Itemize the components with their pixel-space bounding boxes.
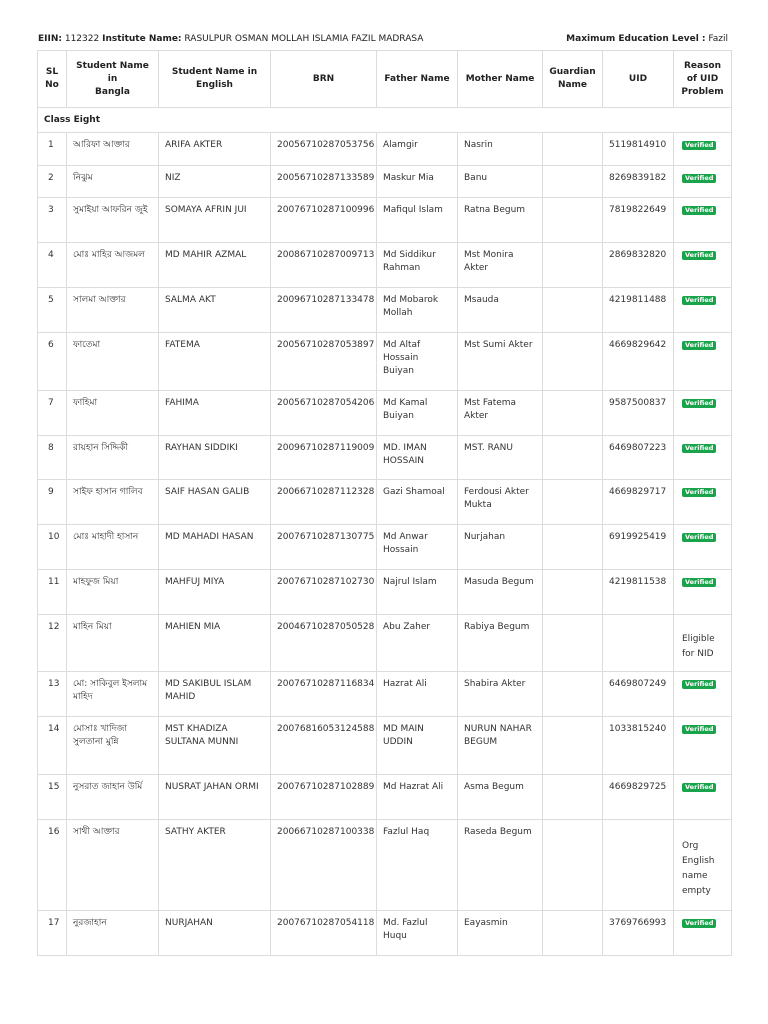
- col-name-bangla: [67, 51, 159, 108]
- cell-uid: 6469807249: [603, 672, 674, 717]
- cell-brn: 20076710287102889: [271, 775, 377, 820]
- cell-reason: [674, 391, 732, 436]
- cell-mother: Nasrin: [458, 133, 543, 166]
- cell-uid: 4669829725: [603, 775, 674, 820]
- cell-sl: 17: [38, 911, 67, 956]
- cell-uid: 9587500837: [603, 391, 674, 436]
- cell-name-bangla: ফাহিমা: [67, 391, 159, 436]
- cell-brn: 20056710287133589: [271, 166, 377, 198]
- col-sl: [38, 51, 67, 108]
- cell-uid: 4219811488: [603, 288, 674, 333]
- cell-uid: [603, 820, 674, 911]
- cell-name-english: MAHIEN MIA: [159, 615, 271, 672]
- col-brn: [271, 51, 377, 108]
- cell-sl: 9: [38, 480, 67, 525]
- verified-badge: Verified: [682, 444, 716, 453]
- cell-mother: Ratna Begum: [458, 198, 543, 243]
- cell-brn: 20066710287112328: [271, 480, 377, 525]
- verified-badge: Verified: [682, 919, 716, 928]
- cell-name-english: ARIFA AKTER: [159, 133, 271, 166]
- cell-guardian: [543, 911, 603, 956]
- cell-brn: 20056710287053756: [271, 133, 377, 166]
- col-uid: [603, 51, 674, 108]
- cell-mother: Mst Fatema Akter: [458, 391, 543, 436]
- header-label: BRN: [312, 73, 335, 84]
- cell-guardian: [543, 243, 603, 288]
- cell-reason: [674, 525, 732, 570]
- cell-mother: Mst Sumi Akter: [458, 333, 543, 391]
- cell-uid: 6919925419: [603, 525, 674, 570]
- cell-uid: 2869832820: [603, 243, 674, 288]
- cell-mother: Masuda Begum: [458, 570, 543, 615]
- header-label: Student Name in Bangla: [76, 60, 149, 97]
- cell-father: Md. Fazlul Huqu: [377, 911, 458, 956]
- cell-mother: Nurjahan: [458, 525, 543, 570]
- cell-name-english: SATHY AKTER: [159, 820, 271, 911]
- cell-mother: Asma Begum: [458, 775, 543, 820]
- col-mother: [458, 51, 543, 108]
- cell-father: Maskur Mia: [377, 166, 458, 198]
- header-label: Father Name: [384, 73, 450, 84]
- cell-sl: 5: [38, 288, 67, 333]
- cell-name-english: NUSRAT JAHAN ORMI: [159, 775, 271, 820]
- cell-sl: 15: [38, 775, 67, 820]
- cell-name-bangla: সালমা আক্তার: [67, 288, 159, 333]
- table-row: [38, 820, 732, 911]
- table-row: [38, 911, 732, 956]
- cell-reason: [674, 615, 732, 672]
- cell-brn: 20086710287009713: [271, 243, 377, 288]
- cell-uid: 8269839182: [603, 166, 674, 198]
- verified-badge: Verified: [682, 399, 716, 408]
- cell-name-bangla: মাহিন মিয়া: [67, 615, 159, 672]
- cell-father: Alamgir: [377, 133, 458, 166]
- cell-brn: 20076710287054118: [271, 911, 377, 956]
- reason-text: Eligible for NID: [682, 634, 715, 659]
- table-row: [38, 243, 732, 288]
- cell-name-english: SOMAYA AFRIN JUI: [159, 198, 271, 243]
- col-guardian: [543, 51, 603, 108]
- verified-badge: Verified: [682, 725, 716, 734]
- cell-reason: [674, 198, 732, 243]
- cell-father: MD. IMAN HOSSAIN: [377, 436, 458, 480]
- cell-reason: [674, 775, 732, 820]
- header-label: Guardian Name: [549, 67, 596, 90]
- cell-father: Md Hazrat Ali: [377, 775, 458, 820]
- cell-sl: 2: [38, 166, 67, 198]
- cell-guardian: [543, 288, 603, 333]
- cell-guardian: [543, 166, 603, 198]
- table-row: [38, 436, 732, 480]
- institute-info: [38, 34, 423, 44]
- cell-name-english: FATEMA: [159, 333, 271, 391]
- cell-name-bangla: নুসরাত জাহান উর্মি: [67, 775, 159, 820]
- table-row: [38, 480, 732, 525]
- cell-mother: Ferdousi Akter Mukta: [458, 480, 543, 525]
- cell-father: Abu Zaher: [377, 615, 458, 672]
- cell-father: Hazrat Ali: [377, 672, 458, 717]
- student-table: [37, 50, 732, 956]
- cell-brn: 20076710287102730: [271, 570, 377, 615]
- cell-mother: Raseda Begum: [458, 820, 543, 911]
- cell-reason: [674, 480, 732, 525]
- cell-name-english: SALMA AKT: [159, 288, 271, 333]
- cell-guardian: [543, 391, 603, 436]
- cell-sl: 12: [38, 615, 67, 672]
- header-label: Student Name in English: [171, 67, 258, 90]
- cell-mother: Banu: [458, 166, 543, 198]
- verified-badge: Verified: [682, 680, 716, 689]
- cell-uid: 4219811538: [603, 570, 674, 615]
- table-row: [38, 672, 732, 717]
- section-row: [38, 108, 732, 133]
- cell-name-bangla: সুমাইয়া আফরিন জুই: [67, 198, 159, 243]
- cell-name-bangla: মোসাঃ খাদিজা সুলতানা মুন্নি: [67, 717, 159, 775]
- cell-father: Md Kamal Buiyan: [377, 391, 458, 436]
- cell-reason: [674, 570, 732, 615]
- cell-name-bangla: নুরজাহান: [67, 911, 159, 956]
- table-row: [38, 525, 732, 570]
- verified-badge: Verified: [682, 251, 716, 260]
- col-reason: [674, 51, 732, 108]
- cell-mother: Shabira Akter: [458, 672, 543, 717]
- cell-reason: [674, 333, 732, 391]
- verified-badge: Verified: [682, 783, 716, 792]
- cell-sl: 14: [38, 717, 67, 775]
- cell-sl: 10: [38, 525, 67, 570]
- cell-guardian: [543, 672, 603, 717]
- cell-uid: 1033815240: [603, 717, 674, 775]
- cell-name-bangla: সাইফ হাসান গালিব: [67, 480, 159, 525]
- cell-name-english: NURJAHAN: [159, 911, 271, 956]
- cell-name-english: MD MAHADI HASAN: [159, 525, 271, 570]
- table-row: [38, 198, 732, 243]
- cell-mother: NURUN NAHAR BEGUM: [458, 717, 543, 775]
- cell-mother: MST. RANU: [458, 436, 543, 480]
- verified-badge: Verified: [682, 296, 716, 305]
- cell-sl: 3: [38, 198, 67, 243]
- cell-sl: 4: [38, 243, 67, 288]
- verified-badge: Verified: [682, 578, 716, 587]
- cell-brn: 20066710287100338: [271, 820, 377, 911]
- cell-mother: Rabiya Begum: [458, 615, 543, 672]
- cell-uid: 6469807223: [603, 436, 674, 480]
- cell-guardian: [543, 820, 603, 911]
- table-row: [38, 391, 732, 436]
- verified-badge: Verified: [682, 141, 716, 150]
- cell-brn: 20076710287130775: [271, 525, 377, 570]
- verified-badge: Verified: [682, 341, 716, 350]
- table-row: [38, 333, 732, 391]
- cell-brn: 20056710287053897: [271, 333, 377, 391]
- institute-value: RASULPUR OSMAN MOLLAH ISLAMIA FAZIL MADRASA: [184, 34, 424, 44]
- cell-father: Md Altaf Hossain Buiyan: [377, 333, 458, 391]
- cell-reason: [674, 133, 732, 166]
- reason-text: Org English name empty: [682, 841, 715, 896]
- cell-guardian: [543, 570, 603, 615]
- cell-name-bangla: রায়হান সিদ্দিকী: [67, 436, 159, 480]
- verified-badge: Verified: [682, 533, 716, 542]
- table-header-row: [38, 51, 732, 108]
- cell-guardian: [543, 717, 603, 775]
- cell-brn: 20076710287116834: [271, 672, 377, 717]
- cell-name-english: SAIF HASAN GALIB: [159, 480, 271, 525]
- cell-mother: Msauda: [458, 288, 543, 333]
- cell-name-bangla: আরিফা আক্তার: [67, 133, 159, 166]
- cell-guardian: [543, 775, 603, 820]
- cell-uid: 5119814910: [603, 133, 674, 166]
- cell-name-bangla: মো: সাকিবুল ইসলাম মাহিদ: [67, 672, 159, 717]
- cell-guardian: [543, 333, 603, 391]
- col-father: [377, 51, 458, 108]
- verified-badge: Verified: [682, 488, 716, 497]
- cell-sl: 11: [38, 570, 67, 615]
- cell-guardian: [543, 198, 603, 243]
- cell-father: Md Anwar Hossain: [377, 525, 458, 570]
- cell-reason: [674, 672, 732, 717]
- cell-reason: [674, 166, 732, 198]
- cell-reason: [674, 820, 732, 911]
- cell-name-english: MD SAKIBUL ISLAM MAHID: [159, 672, 271, 717]
- table-row: [38, 775, 732, 820]
- cell-uid: 4669829642: [603, 333, 674, 391]
- cell-father: Najrul Islam: [377, 570, 458, 615]
- cell-brn: 20046710287050528: [271, 615, 377, 672]
- cell-name-bangla: মোঃ মাহির আজমল: [67, 243, 159, 288]
- institute-label: Institute Name:: [102, 34, 182, 44]
- cell-mother: Eayasmin: [458, 911, 543, 956]
- cell-name-bangla: সাথী আক্তার: [67, 820, 159, 911]
- table-row: [38, 166, 732, 198]
- cell-name-bangla: মোঃ মাহাদী হাসান: [67, 525, 159, 570]
- table-row: [38, 717, 732, 775]
- cell-reason: [674, 288, 732, 333]
- cell-guardian: [543, 133, 603, 166]
- cell-guardian: [543, 525, 603, 570]
- cell-name-english: MST KHADIZA SULTANA MUNNI: [159, 717, 271, 775]
- cell-reason: [674, 436, 732, 480]
- eiin-value: 112322: [64, 34, 100, 44]
- cell-sl: 6: [38, 333, 67, 391]
- cell-uid: 7819822649: [603, 198, 674, 243]
- cell-father: Md Mobarok Mollah: [377, 288, 458, 333]
- cell-uid: 4669829717: [603, 480, 674, 525]
- cell-reason: [674, 911, 732, 956]
- cell-uid: [603, 615, 674, 672]
- cell-reason: [674, 717, 732, 775]
- verified-badge: Verified: [682, 174, 716, 183]
- header-label: Reason of UID Problem: [681, 60, 724, 97]
- cell-father: Gazi Shamoal: [377, 480, 458, 525]
- cell-guardian: [543, 436, 603, 480]
- level-value: Fazil: [708, 34, 728, 44]
- table-row: [38, 288, 732, 333]
- cell-mother: Mst Monira Akter: [458, 243, 543, 288]
- cell-sl: 8: [38, 436, 67, 480]
- header-label: UID: [628, 73, 648, 84]
- level-label: Maximum Education Level :: [566, 34, 706, 44]
- cell-reason: [674, 243, 732, 288]
- cell-brn: 20076710287100996: [271, 198, 377, 243]
- cell-sl: 16: [38, 820, 67, 911]
- cell-name-english: NIZ: [159, 166, 271, 198]
- table-row: [38, 615, 732, 672]
- cell-sl: 13: [38, 672, 67, 717]
- cell-father: Md Siddikur Rahman: [377, 243, 458, 288]
- cell-name-english: FAHIMA: [159, 391, 271, 436]
- cell-name-bangla: নিঝুম: [67, 166, 159, 198]
- cell-father: Fazlul Haq: [377, 820, 458, 911]
- cell-sl: 1: [38, 133, 67, 166]
- cell-sl: 7: [38, 391, 67, 436]
- cell-guardian: [543, 480, 603, 525]
- cell-name-bangla: ফাতেমা: [67, 333, 159, 391]
- header-label: Mother Name: [465, 73, 535, 84]
- header-label: SL No: [45, 67, 59, 90]
- section-label: Class Eight: [38, 108, 732, 133]
- table-row: [38, 133, 732, 166]
- eiin-label: EIIN:: [38, 34, 62, 44]
- cell-guardian: [543, 615, 603, 672]
- education-level: [566, 34, 728, 44]
- cell-name-bangla: মাহফুজ মিয়া: [67, 570, 159, 615]
- institute-header: [38, 34, 728, 44]
- cell-brn: 20076816053124588: [271, 717, 377, 775]
- cell-uid: 3769766993: [603, 911, 674, 956]
- cell-father: Mafiqul Islam: [377, 198, 458, 243]
- cell-name-english: MAHFUJ MIYA: [159, 570, 271, 615]
- cell-brn: 20096710287119009: [271, 436, 377, 480]
- cell-brn: 20096710287133478: [271, 288, 377, 333]
- cell-name-english: RAYHAN SIDDIKI: [159, 436, 271, 480]
- cell-father: MD MAIN UDDIN: [377, 717, 458, 775]
- cell-name-english: MD MAHIR AZMAL: [159, 243, 271, 288]
- table-row: [38, 570, 732, 615]
- col-name-english: [159, 51, 271, 108]
- cell-brn: 20056710287054206: [271, 391, 377, 436]
- verified-badge: Verified: [682, 206, 716, 215]
